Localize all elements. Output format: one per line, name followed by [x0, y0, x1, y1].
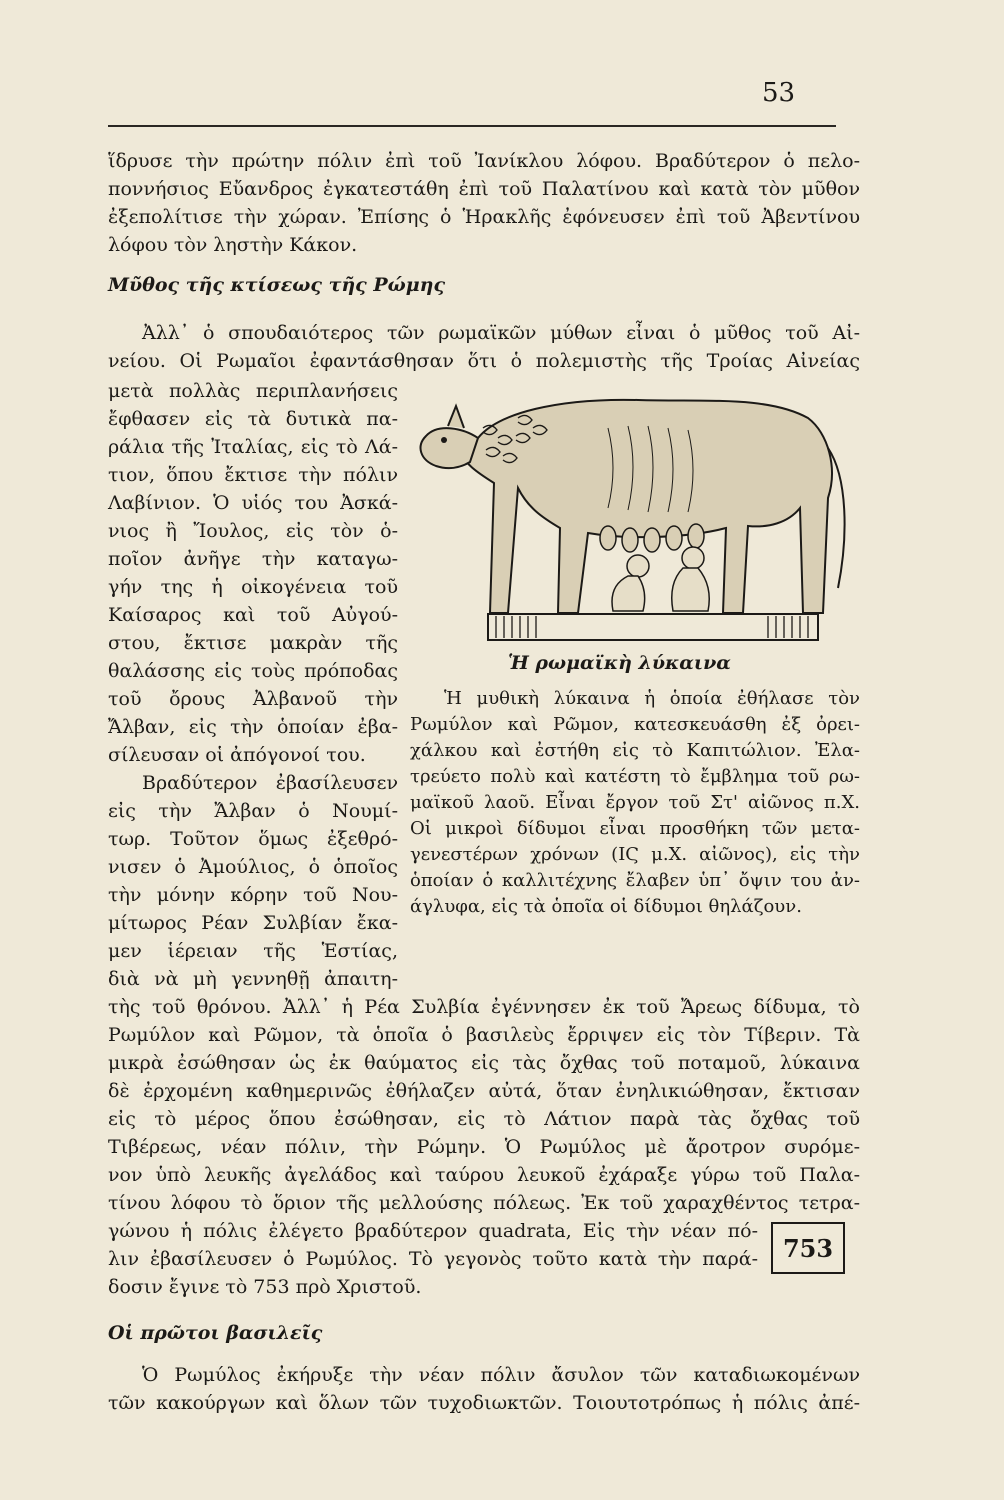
text-line: τὴν μόνην κόρην τοῦ Νου- — [108, 884, 398, 906]
text-line: λόφου τὸν ληστὴν Κάκον. — [108, 234, 358, 256]
text-line: νον ὑπὸ λευκῆς ἀγελάδος καὶ ταύρου λευκοῦ ἐχάραξε γύρω τοῦ Παλα- — [108, 1164, 860, 1186]
section-heading: Οἱ πρῶτοι βασιλεῖς — [108, 1322, 323, 1344]
text-line: τοῦ ὄρους Ἀλβανοῦ τὴν — [108, 688, 398, 710]
text-line: τίνου λόφου τὸ ὅριον τῆς μελλούσης πόλεως. Ἐκ τοῦ χαραχθέντος τετρα- — [108, 1192, 860, 1214]
text-line: ἐξεπολίτισε τὴν χώραν. Ἐπίσης ὁ Ἡρακλῆς ἐφόνευσεν ἐπὶ τοῦ Ἀβεντίνου — [108, 206, 860, 228]
text-line: εἰς τὴν Ἄλβαν ὁ Νουμί- — [108, 800, 398, 822]
text-line: νείου. Οἱ Ρωμαῖοι ἐφαντάσθησαν ὅτι ὁ πολεμιστὴς τῆς Τροίας Αἰνείας — [108, 350, 860, 372]
text-line: τιον, ὅπου ἔκτισε τὴν πόλιν — [108, 464, 398, 486]
text-line: διὰ νὰ μὴ γεννηθῇ ἀπαιτη- — [108, 968, 398, 990]
text-line: γώνου ἡ πόλις ἐλέγετο βραδύτερον quadrata, Εἰς τὴν νέαν πό- — [108, 1220, 758, 1242]
text-line: σίλευσαν οἱ ἀπόγονοί του. — [108, 744, 366, 766]
page-number: 53 — [762, 78, 796, 108]
capitoline-wolf-illustration — [408, 388, 866, 646]
caption-title: Ἡ ρωμαϊκὴ λύκαινα — [508, 652, 731, 674]
text-line: Ὁ Ρωμύλος ἐκήρυξε τὴν νέαν πόλιν ἄσυλον τῶν καταδιωκομένων — [142, 1364, 860, 1386]
text-line: τωρ. Τοῦτον ὅμως ἐξεθρό- — [108, 828, 398, 850]
text-line: τῶν κακούργων καὶ ὅλων τῶν τυχοδιωκτῶν. Τοιουτοτρόπως ἡ πόλις ἀπέ- — [108, 1392, 860, 1414]
text-line: τὴς τοῦ θρόνου. Ἀλλ᾿ ἡ Ρέα Συλβία ἐγέννησεν ἐκ τοῦ Ἄρεως δίδυμα, τὸ — [108, 996, 860, 1018]
caption-line: μαϊκοῦ λαοῦ. Εἶναι ἔργον τοῦ Στ' αἰῶνος π.Χ. — [410, 792, 860, 813]
header-rule — [108, 125, 836, 127]
caption-line: Οἱ μικροὶ δίδυμοι εἶναι προσθήκη τῶν μετα- — [410, 818, 860, 839]
text-line: λιν ἐβασίλευσεν ὁ Ρωμύλος. Τὸ γεγονὸς τοῦτο κατὰ τὴν παρά- — [108, 1248, 758, 1270]
text-line: Λαβίνιον. Ὁ υἱός του Ἀσκά- — [108, 492, 398, 514]
text-line: Ρωμύλον καὶ Ρῶμον, τὰ ὁποῖα ὁ βασιλεὺς ἔρριψεν εἰς τὸν Τίβεριν. Τὰ — [108, 1024, 860, 1046]
caption-line: τρεύετο πολὺ καὶ κατέστη τὸ ἔμβλημα τοῦ ρω- — [410, 766, 860, 787]
caption-line: άγλυφα, εἰς τὰ ὁποῖα οἱ δίδυμοι θηλάζουν. — [410, 896, 802, 917]
text-line: δὲ ἐρχομένη καθημερινῶς ἐθήλαζεν αὐτά, ὅταν ἐνηλικιώθησαν, ἔκτισαν — [108, 1080, 860, 1102]
section-heading: Μῦθος τῆς κτίσεως τῆς Ρώμης — [108, 274, 446, 296]
text-line: ἵδρυσε τὴν πρώτην πόλιν ἐπὶ τοῦ Ἰανίκλου λόφου. Βραδύτερον ὁ πελο- — [108, 150, 860, 172]
text-line: ἔφθασεν εἰς τὰ δυτικὰ πα- — [108, 408, 398, 430]
text-line: Τιβέρεως, νέαν πόλιν, τὴν Ρώμην. Ὁ Ρωμύλος μὲ ἄροτρον συρόμε- — [108, 1136, 860, 1158]
text-line: ποννήσιος Εὔανδρος ἐγκατεστάθη ἐπὶ τοῦ Παλατίνου καὶ κατὰ τὸν μῦθον — [108, 178, 860, 200]
text-line: Ἄλβαν, εἰς τὴν ὁποίαν ἐβα- — [108, 716, 398, 738]
text-line: δοσιν ἔγινε τὸ 753 πρὸ Χριστοῦ. — [108, 1276, 422, 1298]
caption-line: χάλκου καὶ ἐστήθη εἰς τὸ Καπιτώλιον. Ἐλα- — [410, 740, 860, 761]
text-line: μικρὰ ἐσώθησαν ὡς ἐκ θαύματος εἰς τὰς ὄχθας τοῦ ποταμοῦ, λύκαινα — [108, 1052, 860, 1074]
text-line: νιος ἢ Ἴουλος, εἰς τὸν ὁ- — [108, 520, 398, 542]
text-line: γήν της ἡ οἰκογένεια τοῦ — [108, 576, 398, 598]
text-line: νισεν ὁ Ἀμούλιος, ὁ ὁποῖος — [108, 856, 398, 878]
year-box: 753 — [771, 1222, 845, 1274]
caption-line: γενεστέρων χρόνων (ΙϚ μ.Χ. αἰῶνος), εἰς τὴν — [410, 844, 860, 865]
text-line: ράλια τῆς Ἰταλίας, εἰς τὸ Λά- — [108, 436, 398, 458]
text-line: μεν ἱέρειαν τῆς Ἑστίας, — [108, 940, 398, 962]
caption-line: Ρωμύλον καὶ Ρῶμον, κατεσκευάσθη ἐξ ὀρει- — [410, 714, 860, 735]
text-line: θαλάσσης εἰς τοὺς πρόποδας — [108, 660, 398, 682]
caption-line: ὁποίαν ὁ καλλιτέχνης ἔλαβεν ὑπ᾿ ὄψιν του ἀν- — [410, 870, 860, 891]
text-line: Βραδύτερον ἐβασίλευσεν — [142, 772, 398, 794]
caption-line: Ἡ μυθικὴ λύκαινα ἡ ὁποία ἐθήλασε τὸν — [444, 688, 860, 709]
text-line: Καίσαρος καὶ τοῦ Αὐγού- — [108, 604, 398, 626]
text-line: Ἀλλ᾿ ὁ σπουδαιότερος τῶν ρωμαϊκῶν μύθων εἶναι ὁ μῦθος τοῦ Αἰ- — [142, 322, 860, 344]
text-line: ποῖον ἀνῆγε τὴν καταγω- — [108, 548, 398, 570]
text-line: εἰς τὸ μέρος ὅπου ἐσώθησαν, εἰς τὸ Λάτιον παρὰ τὰς ὄχθας τοῦ — [108, 1108, 860, 1130]
text-line: στου, ἔκτισε μακρὰν τῆς — [108, 632, 398, 654]
text-line: μετὰ πολλὰς περιπλανήσεις — [108, 380, 398, 402]
text-line: μίτωρος Ρέαν Συλβίαν ἔκα- — [108, 912, 398, 934]
